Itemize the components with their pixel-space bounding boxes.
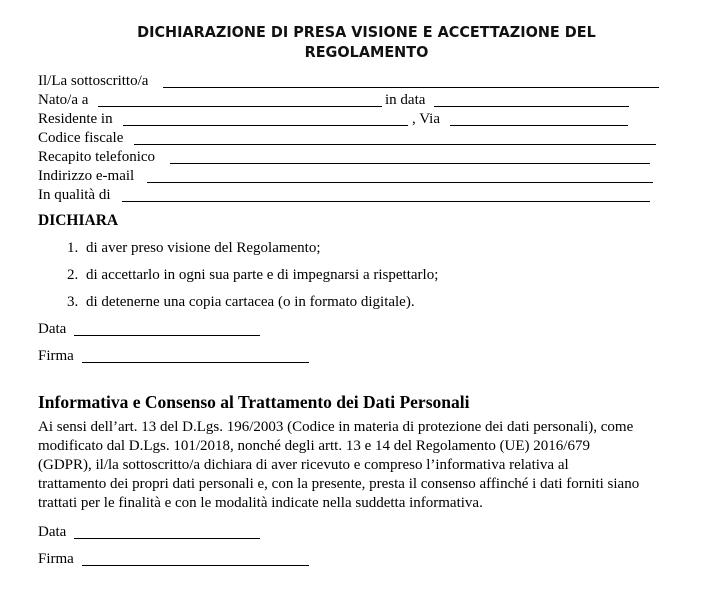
- declaration-number: 1.: [67, 240, 79, 256]
- email-label: Indirizzo e-mail: [38, 168, 135, 184]
- codice-fiscale-label: Codice fiscale: [38, 130, 124, 146]
- data-field[interactable]: [74, 335, 260, 336]
- title-line-2: REGOLAMENTO: [304, 43, 429, 61]
- firma-label-2: Firma: [38, 551, 74, 567]
- privacy-paragraph: [38, 418, 713, 513]
- residenza-field[interactable]: [123, 125, 408, 126]
- in-data-label: in data: [385, 92, 426, 108]
- declaration-text: di accettarlo in ogni sua parte e di impegnarsi a rispettarlo;: [86, 267, 439, 283]
- declaration-item: [67, 266, 438, 284]
- sottoscritto-field[interactable]: [163, 87, 659, 88]
- via-label: , Via: [412, 111, 440, 127]
- privacy-line: modificato dal D.Lgs. 101/2018, nonché degli artt. 13 e 14 del Regolamento (UE) 2016/679: [38, 438, 590, 454]
- firma-field-2[interactable]: [82, 565, 309, 566]
- declaration-item: [67, 293, 415, 311]
- data-field-2[interactable]: [74, 538, 260, 539]
- data-nascita-field[interactable]: [434, 106, 629, 107]
- residente-label: Residente in: [38, 111, 113, 127]
- via-field[interactable]: [450, 125, 628, 126]
- declaration-number: 3.: [67, 294, 79, 310]
- qualita-field[interactable]: [122, 201, 650, 202]
- qualita-label: In qualità di: [38, 187, 111, 203]
- email-field[interactable]: [147, 182, 653, 183]
- declaration-item: [67, 239, 321, 257]
- document-title: [26, 22, 708, 62]
- declaration-text: di aver preso visione del Regolamento;: [86, 240, 321, 256]
- firma-field[interactable]: [82, 362, 309, 363]
- data-label: Data: [38, 321, 67, 337]
- dichiara-heading: DICHIARA: [38, 212, 119, 229]
- privacy-line: trattamento dei propri dati personali e, con la presente, presta il consenso affinché i dati forniti siano: [38, 476, 640, 492]
- nato-label: Nato/a a: [38, 92, 89, 108]
- privacy-line: (GDPR), il/la sottoscritto/a dichiara di aver ricevuto e compreso l’informativa relativa al: [38, 457, 569, 473]
- privacy-line: Ai sensi dell’art. 13 del D.Lgs. 196/2003 (Codice in materia di protezione dei dati personali), come: [38, 419, 634, 435]
- declaration-number: 2.: [67, 267, 79, 283]
- firma-label: Firma: [38, 348, 74, 364]
- luogo-nascita-field[interactable]: [98, 106, 382, 107]
- recapito-label: Recapito telefonico: [38, 149, 156, 165]
- codice-fiscale-field[interactable]: [134, 144, 656, 145]
- title-line-1: DICHIARAZIONE DI PRESA VISIONE E ACCETTAZIONE DEL: [137, 23, 596, 41]
- sottoscritto-label: Il/La sottoscritto/a: [38, 73, 149, 89]
- declaration-text: di detenerne una copia cartacea (o in formato digitale).: [86, 294, 415, 310]
- data-label-2: Data: [38, 524, 67, 540]
- privacy-line: trattati per le finalità e con le modalità indicate nella suddetta informativa.: [38, 495, 483, 511]
- recapito-field[interactable]: [170, 163, 650, 164]
- privacy-heading: Informativa e Consenso al Trattamento dei Dati Personali: [38, 392, 470, 412]
